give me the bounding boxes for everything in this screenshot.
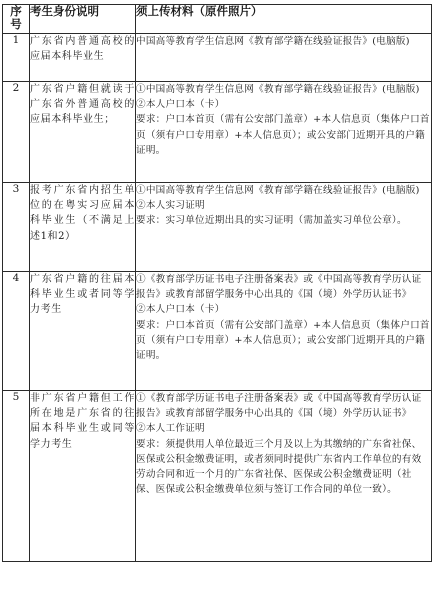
row-materials — [136, 82, 432, 183]
table-row — [3, 183, 432, 272]
header-description: 考生身份说明 — [30, 5, 136, 34]
row-description: 广东省户籍但就读于广东省外普通高校的应届本科毕业生； — [30, 82, 136, 183]
table-row — [3, 272, 432, 391]
material-line: ①中国高等教育学生信息网《教育部学籍在线验证报告》(电脑版) — [136, 84, 420, 95]
requirements-table — [2, 4, 432, 562]
row-number: 4 — [3, 272, 30, 391]
material-requirement: 要求：户口本首页（需有公安部门盖章）+本人信息页（集体户口首页（须有户口专用章）+本人信息页）；或公安部门近期开具的户籍证明。 — [136, 114, 430, 156]
row-number: 5 — [3, 391, 30, 562]
material-line: ②本人实习证明 — [136, 200, 205, 212]
row-description: 非广东省户籍但工作所在地是广东省的往届本科毕业生或同等学力考生 — [30, 391, 136, 562]
material-line: ②本人工作证明 — [136, 423, 205, 435]
table-header-row — [3, 5, 432, 34]
header-materials: 须上传材料（原件照片） — [136, 5, 432, 34]
material-line: ①《教育部学历证书电子注册备案表》或《中国高等教育学历认证报告》或教育部留学服务中心出具的《国（境）外学历认证书》 — [136, 274, 422, 301]
row-number: 1 — [3, 34, 30, 82]
row-description: 广东省户籍的往届本科毕业生或者同等学力考生 — [30, 272, 136, 391]
row-number: 3 — [3, 183, 30, 272]
row-materials — [136, 272, 432, 391]
material-line: ①中国高等教育学生信息网《教育部学籍在线验证报告》(电脑版) — [136, 185, 420, 196]
material-line: ①《教育部学历证书电子注册备案表》或《中国高等教育学历认证报告》或教育部留学服务中心出具的《国（境）外学历认证书》 — [136, 393, 422, 420]
material-requirement: 要求：实习单位近期出具的实习证明（需加盖实习单位公章）。 — [136, 215, 407, 227]
material-requirement: 要求：户口本首页（需有公安部门盖章）+本人信息页（集体户口首页（须有户口专用章）+本人信息页）；或公安部门近期开具的户籍证明。 — [136, 319, 430, 362]
row-materials — [136, 183, 432, 272]
row-materials — [136, 34, 432, 82]
row-materials — [136, 391, 432, 562]
table-row — [3, 34, 432, 82]
material-line: 中国高等教育学生信息网《教育部学籍在线验证报告》(电脑版) — [136, 36, 410, 47]
header-number — [3, 5, 30, 34]
row-number: 2 — [3, 82, 30, 183]
table-row — [3, 391, 432, 562]
header-number-label: 序号 — [10, 4, 22, 31]
material-line: ②本人户口本（卡） — [136, 304, 225, 316]
row-description: 报考广东省内招生单位的在粤实习应届本科毕业生（不满足上述1和2） — [30, 183, 136, 272]
row-description: 广东省内普通高校的应届本科毕业生 — [30, 34, 136, 82]
material-requirement: 要求：须提供用人单位最近三个月及以上为其缴纳的广东省社保、医保或公积金缴费证明，或者须同时提供广东省内工作单位的有效劳动合同和近一个月的广东省社保、医保或公积金缴费证明（社保、医保或公积金缴费单位须与签订工作合同的单位一致）。 — [136, 438, 422, 496]
material-line: ②本人户口本（卡） — [136, 99, 225, 111]
table-row — [3, 82, 432, 183]
